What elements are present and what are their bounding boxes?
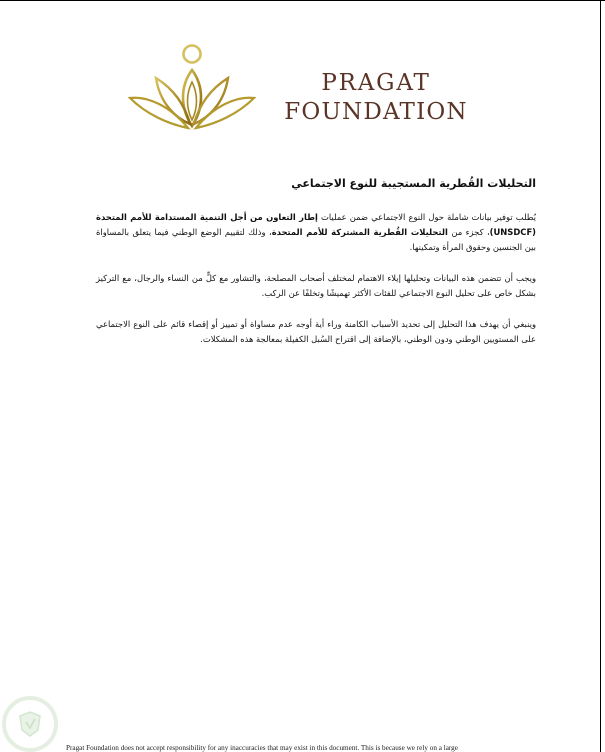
logo-line-2: FOUNDATION — [284, 99, 468, 125]
paragraph-1-text-a: يُطلب توفير بيانات شاملة حول النوع الاجتماعي ضمن عمليات — [317, 212, 536, 222]
lotus-figure-icon — [128, 38, 278, 136]
page-border-top — [0, 0, 605, 1]
page-border-right — [600, 0, 601, 752]
paragraph-1-bold-a: إطار التعاون من أجل التنمية المستدامة للأمم المتحدة (UNSDCF) — [96, 212, 536, 237]
paragraph-2: ويجب أن تتضمن هذه البيانات وتحليلها إيلاء الاهتمام لمختلف أصحاب المصلحة، والتشاور مع كلٍّ من النساء والرجال، مع التركيز بشكل خاص على تحليل النوع الاجتماعي للفئات الأكثر تهميشًا وتخلفًا عن الركب. — [96, 273, 536, 298]
paragraph-1-bold-b: التحليلات القُطرية المشتركة للأمم المتحدة — [271, 227, 448, 237]
paragraph-1-text-b: ، كجزء من — [447, 227, 490, 237]
pragat-foundation-logo — [128, 38, 473, 138]
footer-disclaimer: Pragat Foundation does not accept responsibility for any inaccuracies that may exist in this document. This is because we rely on a large — [66, 744, 458, 752]
document-title: التحليلات القُطرية المستجيبة للنوع الاجتماعي — [291, 177, 536, 190]
logo-line-1: PRAGAT — [321, 70, 431, 96]
logo-wordmark — [281, 69, 471, 127]
watermark-seal-icon — [0, 694, 60, 752]
paragraph-3: وينبغي أن يهدف هذا التحليل إلى تحديد الأسباب الكامنة وراء أية أوجه عدم مساواة أو تمييز أو إقصاء قائم على النوع الاجتماعي على المستويين الوطني ودون الوطني، بالإضافة إلى اقتراح السُبل الكفيلة بمعالجة هذه المشكلات. — [96, 319, 536, 344]
document-body — [96, 176, 536, 363]
paragraph-1 — [96, 210, 536, 255]
paragraph-1-text-c: ، وذلك لتقييم الوضع الوطني فيما يتعلق بالمساواة بين الجنسين وحقوق المرأة وتمكينها. — [96, 227, 536, 252]
